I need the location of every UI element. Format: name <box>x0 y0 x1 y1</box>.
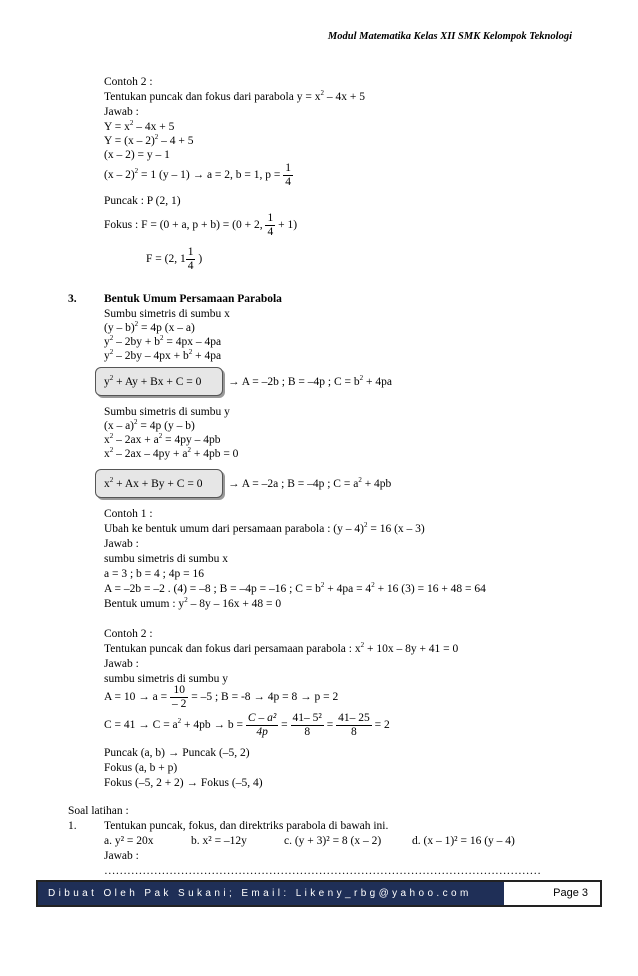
math-line: → A = –2b ; B = –4p ; $C = b^2 + 4pa$ <box>228 374 392 388</box>
math-line: Fokus : F = (0 + a, p + b) = (0 + 2, $\frac{1}{4}$ + 1) <box>104 212 298 238</box>
fraction: $\frac{\text{C – a²}}{4p}$ <box>247 712 277 738</box>
answer-label: Jawab : <box>104 538 139 550</box>
exercise-item-c: c. (y + 3)² = 8 (x – 2) <box>284 835 382 847</box>
math-line: (x – 2) = y – 1 <box>104 149 170 161</box>
exercise-title: Soal latihan : <box>68 805 129 817</box>
fraction: $\frac{\text{41– 5²}}{8}$ <box>292 712 322 738</box>
exercise-item-b: b. x² = –12y <box>191 835 247 847</box>
footer-author: Dibuat Oleh Pak Sukani; Email: Likeny_rbg@yahoo.com <box>38 882 504 905</box>
boxed-formula: $y^2 + Ay + Bx + C = 0$ <box>104 374 202 388</box>
fraction: $\frac{1}{4}$ <box>285 162 292 188</box>
exercise-item-d: d. (x – 1)² = 16 (y – 4) <box>412 835 515 847</box>
fraction: $\frac{41- 25}{8}$ <box>338 712 370 738</box>
math-line: $y^2 - 2by + b^2 = 4px - 4pa$ <box>104 334 222 348</box>
math-line: a = 3 ; b = 4 ; 4p = 16 <box>104 568 204 580</box>
math-line: Bentuk umum : $y^2 - 8y - 16x + 48 = 0$ <box>104 596 282 610</box>
example-question: Ubah ke bentuk umum dari persamaan parabola : (y – 4)$^2$ = 16 (x – 3) <box>104 521 425 535</box>
section-title: Bentuk Umum Persamaan Parabola <box>104 293 282 305</box>
answer-label: Jawab : <box>104 658 139 670</box>
boxed-formula: $x^2 + Ax + By + C = 0$ <box>104 476 203 490</box>
answer-dots: …………………………………………………………………………………………………… <box>104 865 541 877</box>
answer-label: Jawab : <box>104 850 139 862</box>
math-line: $C = 41 \to C = a^2 + 4pb \to b$ = $\frac{\text{C – a²}}{4p}$ = $\frac{\text{41– 5²}}{8}$ = $\frac{41- 25}{8}$ = 2 <box>104 712 390 738</box>
example-question: Tentukan puncak dan fokus dari persamaan parabola : $x^2 + 10x - 8y + 41 = 0$ <box>104 641 459 655</box>
math-line: Fokus (–5, 2 + 2) → Fokus (–5, 4) <box>104 777 263 789</box>
text-line: sumbu simetris di sumbu x <box>104 553 228 565</box>
section-number: 3. <box>68 293 77 305</box>
math-line: A = 10 → a = $\frac{10}{- 2}$ = –5 ; B = -8 → 4p = 8 → p = 2 <box>104 684 339 710</box>
example-title: Contoh 2 : <box>104 628 153 640</box>
exercise-number: 1. <box>68 820 77 832</box>
exercise-item-a: a. y² = 20x <box>104 835 154 847</box>
text-line: Sumbu simetris di sumbu x <box>104 308 230 320</box>
fraction: $\frac{10}{- 2}$ <box>172 684 187 710</box>
math-line: $y^2 - 2by - 4px + b^2 + 4pa$ <box>104 348 222 362</box>
page-header: Modul Matematika Kelas XII SMK Kelompok Teknologi <box>327 31 572 42</box>
page-number: Page 3 <box>504 882 600 905</box>
exercise-question: Tentukan puncak, fokus, dan direktriks parabola di bawah ini. <box>104 820 389 832</box>
math-line: (y – b)$^2$ = 4p (x – a) <box>104 320 195 334</box>
math-line: Puncak (a, b) → Puncak (–5, 2) <box>104 747 250 759</box>
example-title: Contoh 1 : <box>104 508 153 520</box>
math-line: → A = –2a ; B = –4p ; $C = a^2 + 4pb$ <box>228 476 392 490</box>
answer-label: Jawab : <box>104 106 139 118</box>
text-line: Sumbu simetris di sumbu y <box>104 406 230 418</box>
math-line: Y = (x – 2)$^2$ – 4 + 5 <box>104 133 194 147</box>
example-question: Tentukan puncak dan fokus dari parabola $y = x^2 - 4x + 5$ <box>104 89 365 103</box>
math-line: $Y = x^2 - 4x + 5$ <box>104 119 175 133</box>
math-line: F = (2, 1 $\frac{1}{4}$ ) <box>146 246 203 272</box>
text-line: sumbu simetris di sumbu y <box>104 673 228 685</box>
math-line: (x – 2)$^2$ = 1 (y – 1) → a = 2, b = 1, p = $\frac{1}{4}$ <box>104 162 292 188</box>
math-line: (x – a)$^2$ = 4p (y – b) <box>104 418 195 432</box>
page-footer <box>36 880 602 907</box>
math-line: $x^2 - 2ax - 4py + a^2 + 4pb = 0$ <box>104 446 239 460</box>
fraction: $\frac{1}{4}$ <box>187 246 194 272</box>
math-line: A = –2b = –2 . (4) = –8 ; B = –4p = –16 ; $C = b^2 + 4pa = 4^2 + 16$ (3) = 16 + 48 = 64 <box>104 581 486 595</box>
math-line: Fokus (a, b + p) <box>104 762 178 774</box>
example-title: Contoh 2 : <box>104 76 153 88</box>
fraction: $\frac{1}{4}$ <box>267 212 274 238</box>
math-line: Puncak : P (2, 1) <box>104 195 181 207</box>
math-line: $x^2 - 2ax + a^2 = 4py - 4pb$ <box>104 432 221 446</box>
